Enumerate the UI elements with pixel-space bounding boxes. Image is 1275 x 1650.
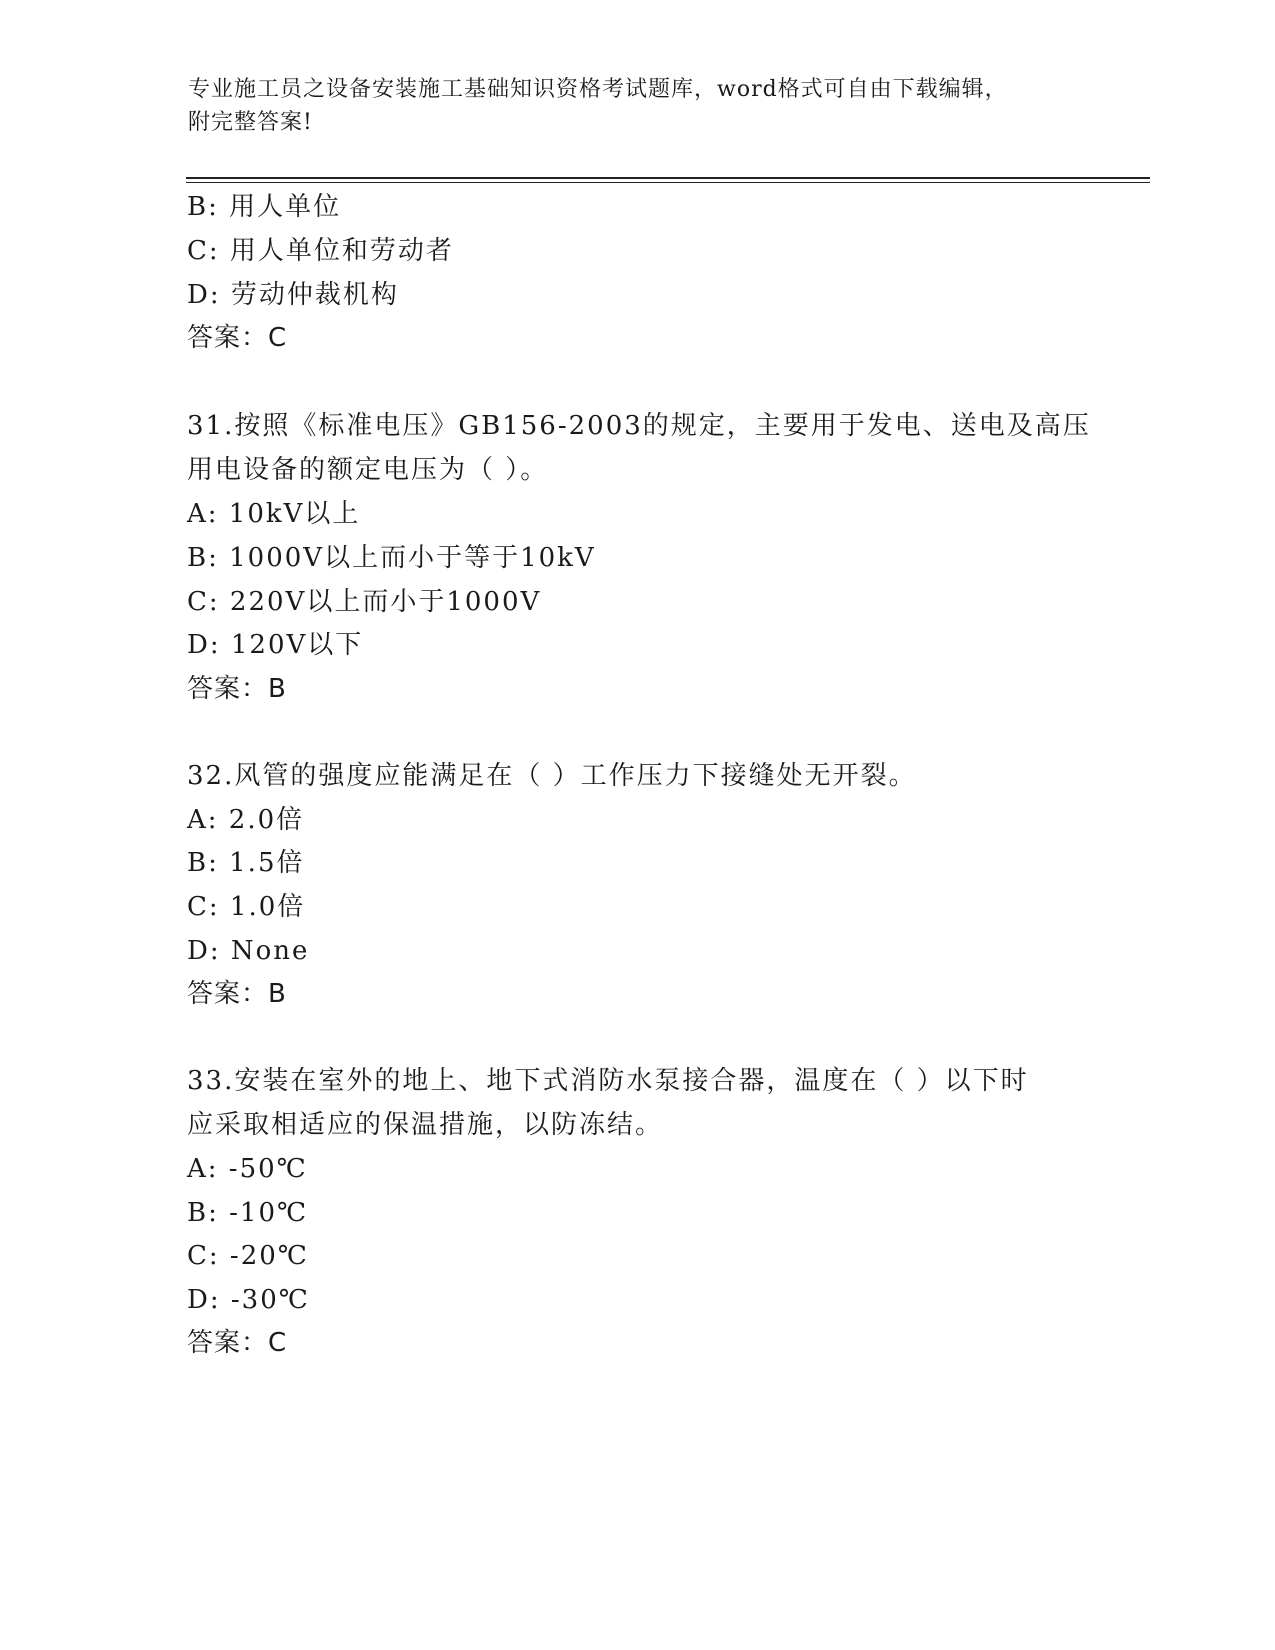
option-b: B: -10℃ (187, 1198, 309, 1228)
answer: 答案：B (187, 979, 287, 1009)
question-33-stem: 33.安装在室外的地上、地下式消防水泵接合器，温度在（ ）以下时 (187, 1066, 1029, 1096)
option-b: B: 1.5倍 (187, 848, 305, 878)
answer: 答案：C (187, 323, 288, 353)
header-line-2: 附完整答案! (188, 110, 313, 135)
question-31-stem-cont: 用电设备的额定电压为（ ）。 (187, 455, 549, 485)
option-c: C: -20℃ (187, 1241, 309, 1271)
option-d: D: 劳动仲裁机构 (187, 280, 399, 310)
option-d: D: -30℃ (187, 1285, 310, 1315)
option-b: B: 用人单位 (187, 192, 342, 222)
question-31-stem: 31.按照《标准电压》GB156-2003的规定，主要用于发电、送电及高压 (187, 411, 1091, 441)
option-c: C: 用人单位和劳动者 (187, 236, 454, 266)
answer: 答案：B (187, 674, 287, 704)
option-d: D: 120V以下 (187, 630, 364, 660)
header-rule-thick (186, 177, 1150, 179)
option-a: A: -50℃ (187, 1154, 308, 1184)
option-c: C: 220V以上而小于1000V (187, 587, 542, 617)
question-32-stem: 32.风管的强度应能满足在（ ）工作压力下接缝处无开裂。 (187, 761, 917, 791)
document-header (188, 73, 1068, 139)
header-rule-thin (186, 182, 1150, 183)
answer: 答案：C (187, 1328, 288, 1358)
header-line-1: 专业施工员之设备安装施工基础知识资格考试题库，word格式可自由下载编辑， (188, 77, 1008, 102)
option-a: A: 2.0倍 (187, 805, 305, 835)
question-33-stem-cont: 应采取相适应的保温措施，以防冻结。 (187, 1110, 664, 1140)
option-b: B: 1000V以上而小于等于10kV (187, 543, 596, 573)
option-c: C: 1.0倍 (187, 892, 306, 922)
option-a: A: 10kV以上 (187, 499, 361, 529)
option-d: D: None (187, 936, 310, 966)
